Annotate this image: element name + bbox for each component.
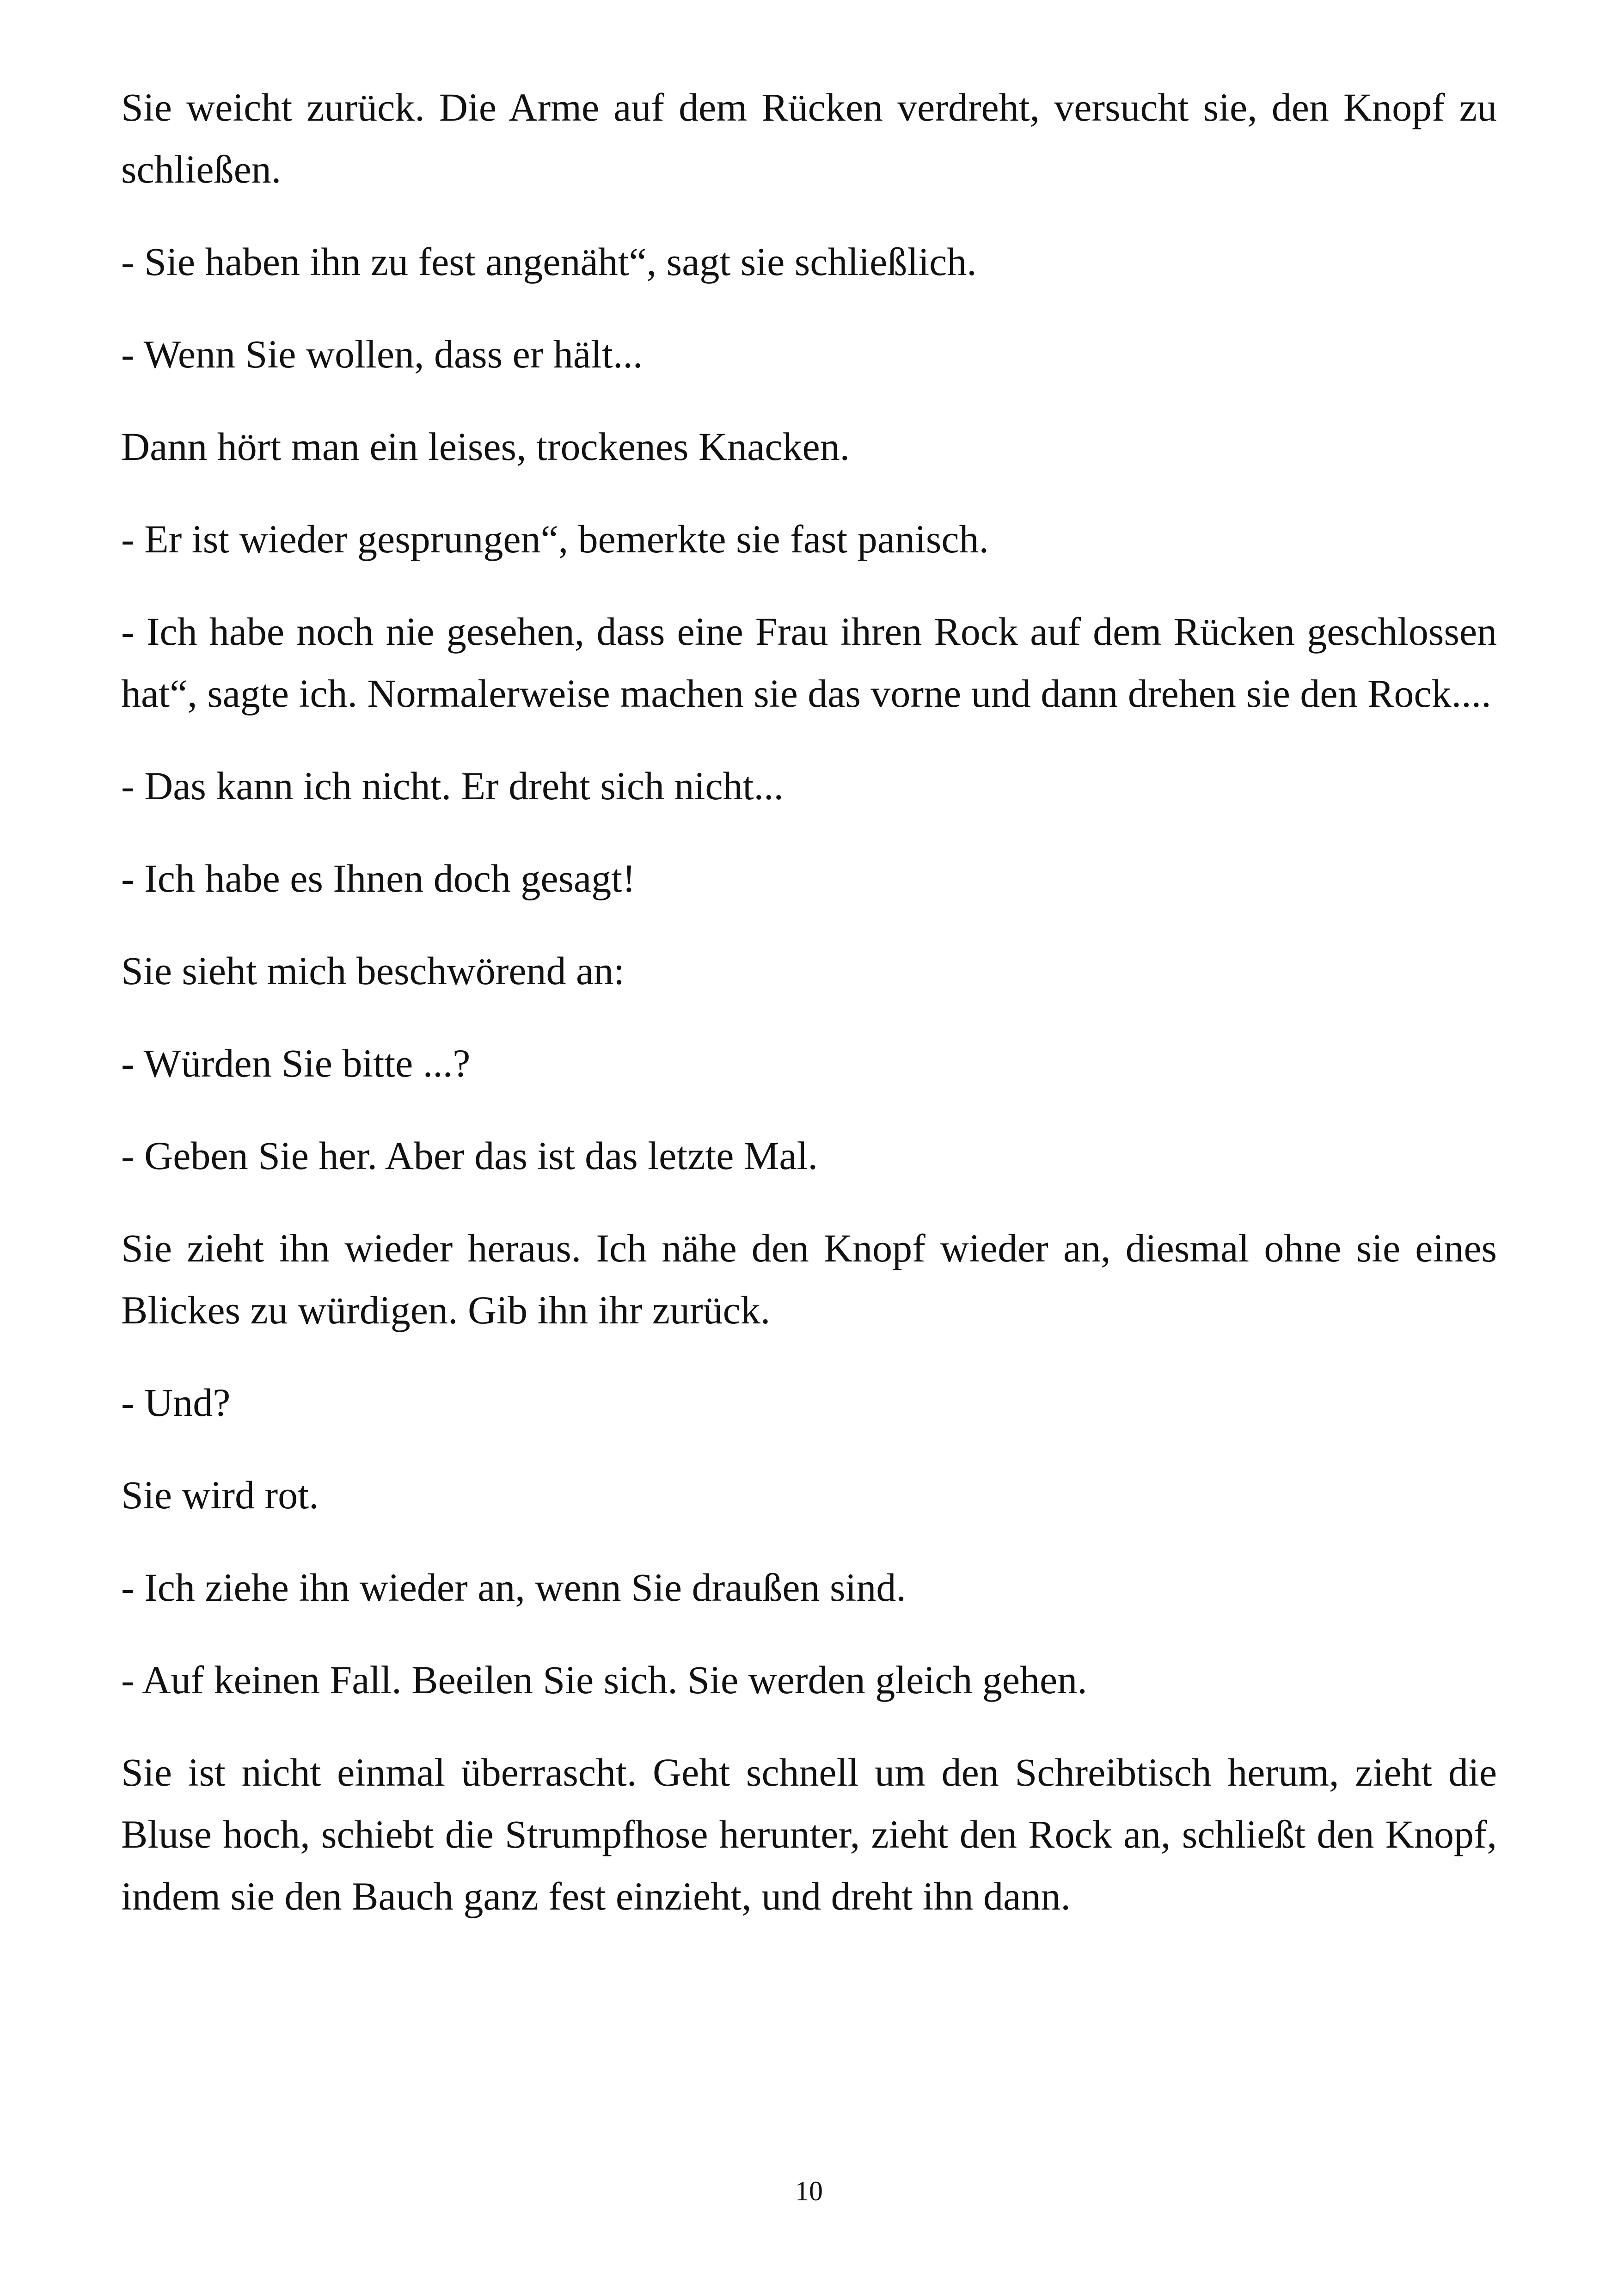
paragraph: - Ich habe es Ihnen doch gesagt! bbox=[121, 856, 636, 900]
page-number: 10 bbox=[795, 2176, 823, 2206]
paragraph: - Geben Sie her. Aber das ist das letzte Mal. bbox=[121, 1133, 818, 1178]
paragraph: - Ich habe noch nie gesehen, dass eine Frau ihren Rock auf dem Rücken geschlossen hat“, sagte ich. Normalerweise machen sie das vorne und dann drehen sie den Rock.... bbox=[121, 609, 1497, 716]
paragraph: Sie weicht zurück. Die Arme auf dem Rücken verdreht, versucht sie, den Knopf zu schließen. bbox=[121, 85, 1497, 191]
paragraph: - Ich ziehe ihn wieder an, wenn Sie draußen sind. bbox=[121, 1565, 906, 1610]
paragraph: - Und? bbox=[121, 1380, 231, 1425]
paragraph: Dann hört man ein leises, trockenes Knacken. bbox=[121, 424, 850, 469]
paragraph: - Sie haben ihn zu fest angenäht“, sagt sie schließlich. bbox=[121, 239, 977, 284]
paragraph: Sie zieht ihn wieder heraus. Ich nähe den Knopf wieder an, diesmal ohne sie eines Blickes zu würdigen. Gib ihn ihr zurück. bbox=[121, 1226, 1497, 1332]
paragraph: - Auf keinen Fall. Beeilen Sie sich. Sie werden gleich gehen. bbox=[121, 1658, 1087, 1702]
paragraph: - Wenn Sie wollen, dass er hält... bbox=[121, 332, 643, 376]
paragraph: Sie ist nicht einmal überrascht. Geht schnell um den Schreibtisch herum, zieht die Bluse hoch, schiebt die Strumpfhose herunter, zieht den Rock an, schließt den Knopf, indem sie den Bauch ganz fest einzieht, und dreht ihn dann. bbox=[121, 1750, 1497, 1918]
paragraph: - Das kann ich nicht. Er dreht sich nicht... bbox=[121, 764, 784, 808]
paragraph: - Er ist wieder gesprungen“, bemerkte sie fast panisch. bbox=[121, 517, 989, 561]
paragraph: Sie sieht mich beschwörend an: bbox=[121, 949, 625, 993]
paragraph: - Würden Sie bitte ...? bbox=[121, 1041, 471, 1085]
body-text bbox=[121, 76, 1497, 1958]
paragraph: Sie wird rot. bbox=[121, 1473, 319, 1517]
